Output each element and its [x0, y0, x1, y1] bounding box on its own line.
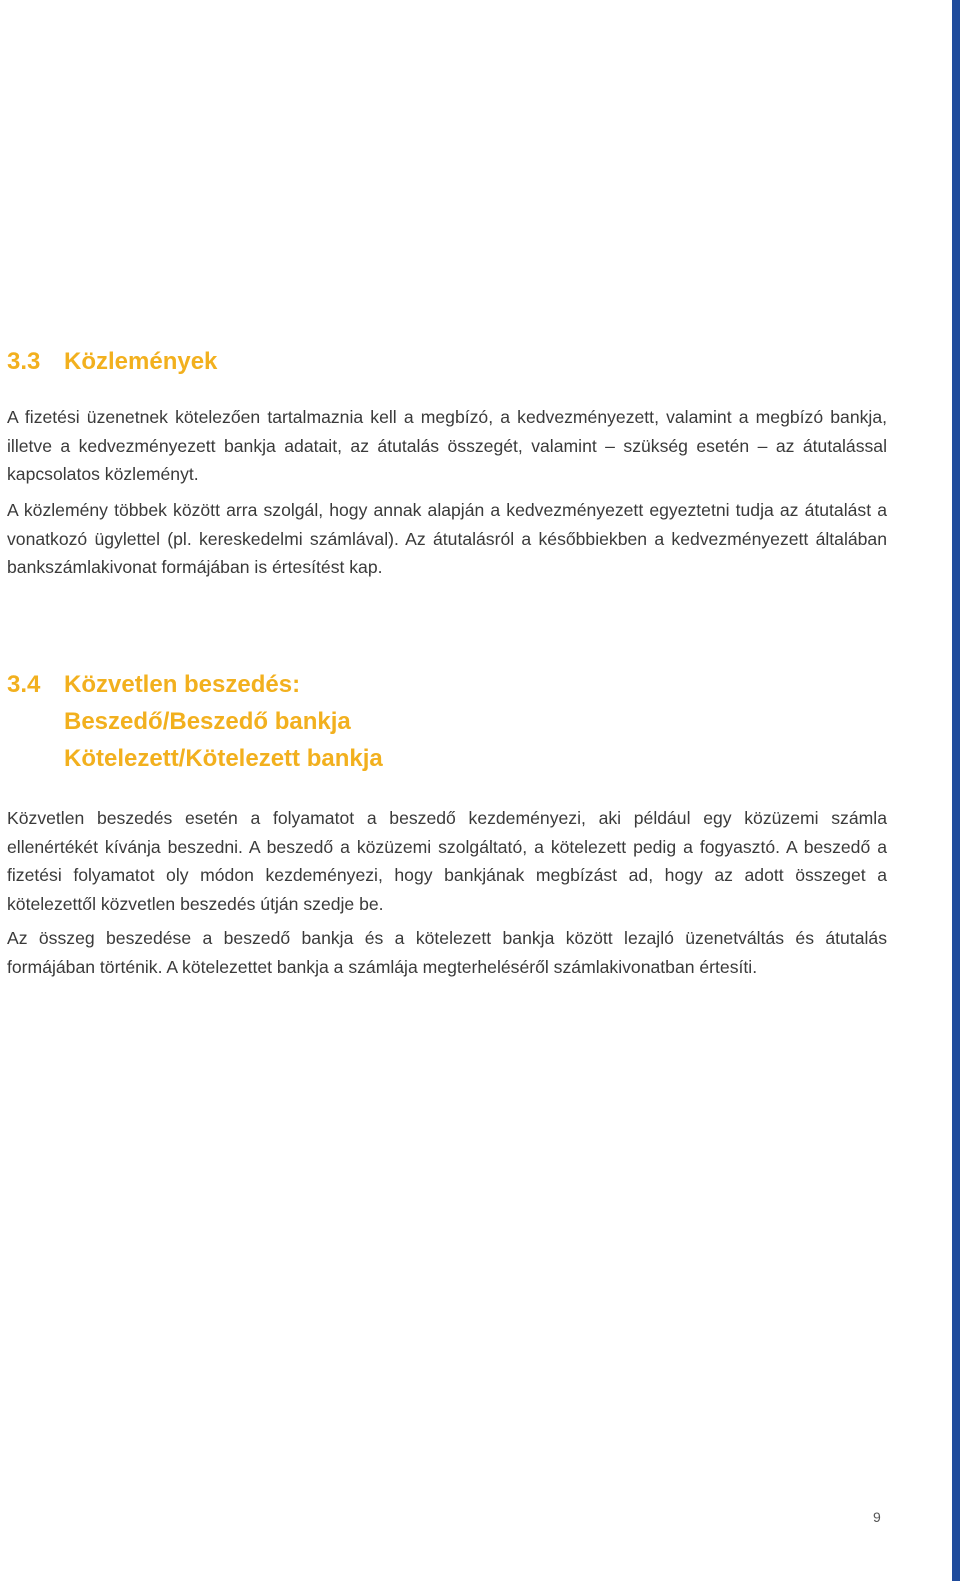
section-34-paragraph-1: Közvetlen beszedés esetén a folyamatot a beszedő kezdeményezi, aki például egy közüzemi számla ellenértékét kívánja beszedni. A beszedő a közüzemi szolgáltató, a kötelezett pedig a fogyasztó. A beszedő a fizetési folyamatot oly módon kezdeményezi, hogy bankjának megbízást ad, hogy az adott összeget a kötelezettől közvetlen beszedés útján szedje be.: [7, 808, 887, 914]
section-34-number: 3.4: [7, 671, 41, 698]
section-34-heading: [7, 666, 383, 777]
section-34-heading-line-3: [7, 740, 383, 777]
section-34-title-line-1: Közvetlen beszedés:: [64, 671, 301, 698]
section-33-title: Közlemények: [64, 348, 218, 375]
section-33-paragraph-1: A fizetési üzenetnek kötelezően tartalmaznia kell a megbízó, a kedvezményezett, valamint a megbízó bankja, illetve a kedvezményezett bankja adatait, az átutalás összegét, valamint – szükség esetén – az átutalással kapcsolatos közleményt.: [7, 407, 887, 484]
page-number: 9: [873, 1509, 881, 1525]
section-34-heading-line-2: [7, 703, 383, 740]
section-34-title-line-3: Kötelezett/Kötelezett bankja: [64, 745, 383, 772]
section-34-heading-line-1: [7, 666, 383, 703]
section-33-heading: [7, 343, 217, 380]
section-33-paragraph-2: A közlemény többek között arra szolgál, hogy annak alapján a kedvezményezett egyeztetni tudja az átutalást a vonatkozó ügylettel (pl. kereskedelmi számlával). Az átutalásról a későbbiekben a kedvezményezett általában bankszámlakivonat formájában is értesítést kap.: [7, 500, 887, 577]
section-34-paragraph-2: Az összeg beszedése a beszedő bankja és a kötelezett bankja között lezajló üzenetváltás és átutalás formájában történik. A kötelezettet bankja a számlája megterheléséről számlakivonatban értesíti.: [7, 928, 887, 977]
section-34-title-line-2: Beszedő/Beszedő bankja: [64, 708, 351, 735]
side-stripe: [952, 0, 960, 1581]
section-33-number: 3.3: [7, 348, 41, 375]
